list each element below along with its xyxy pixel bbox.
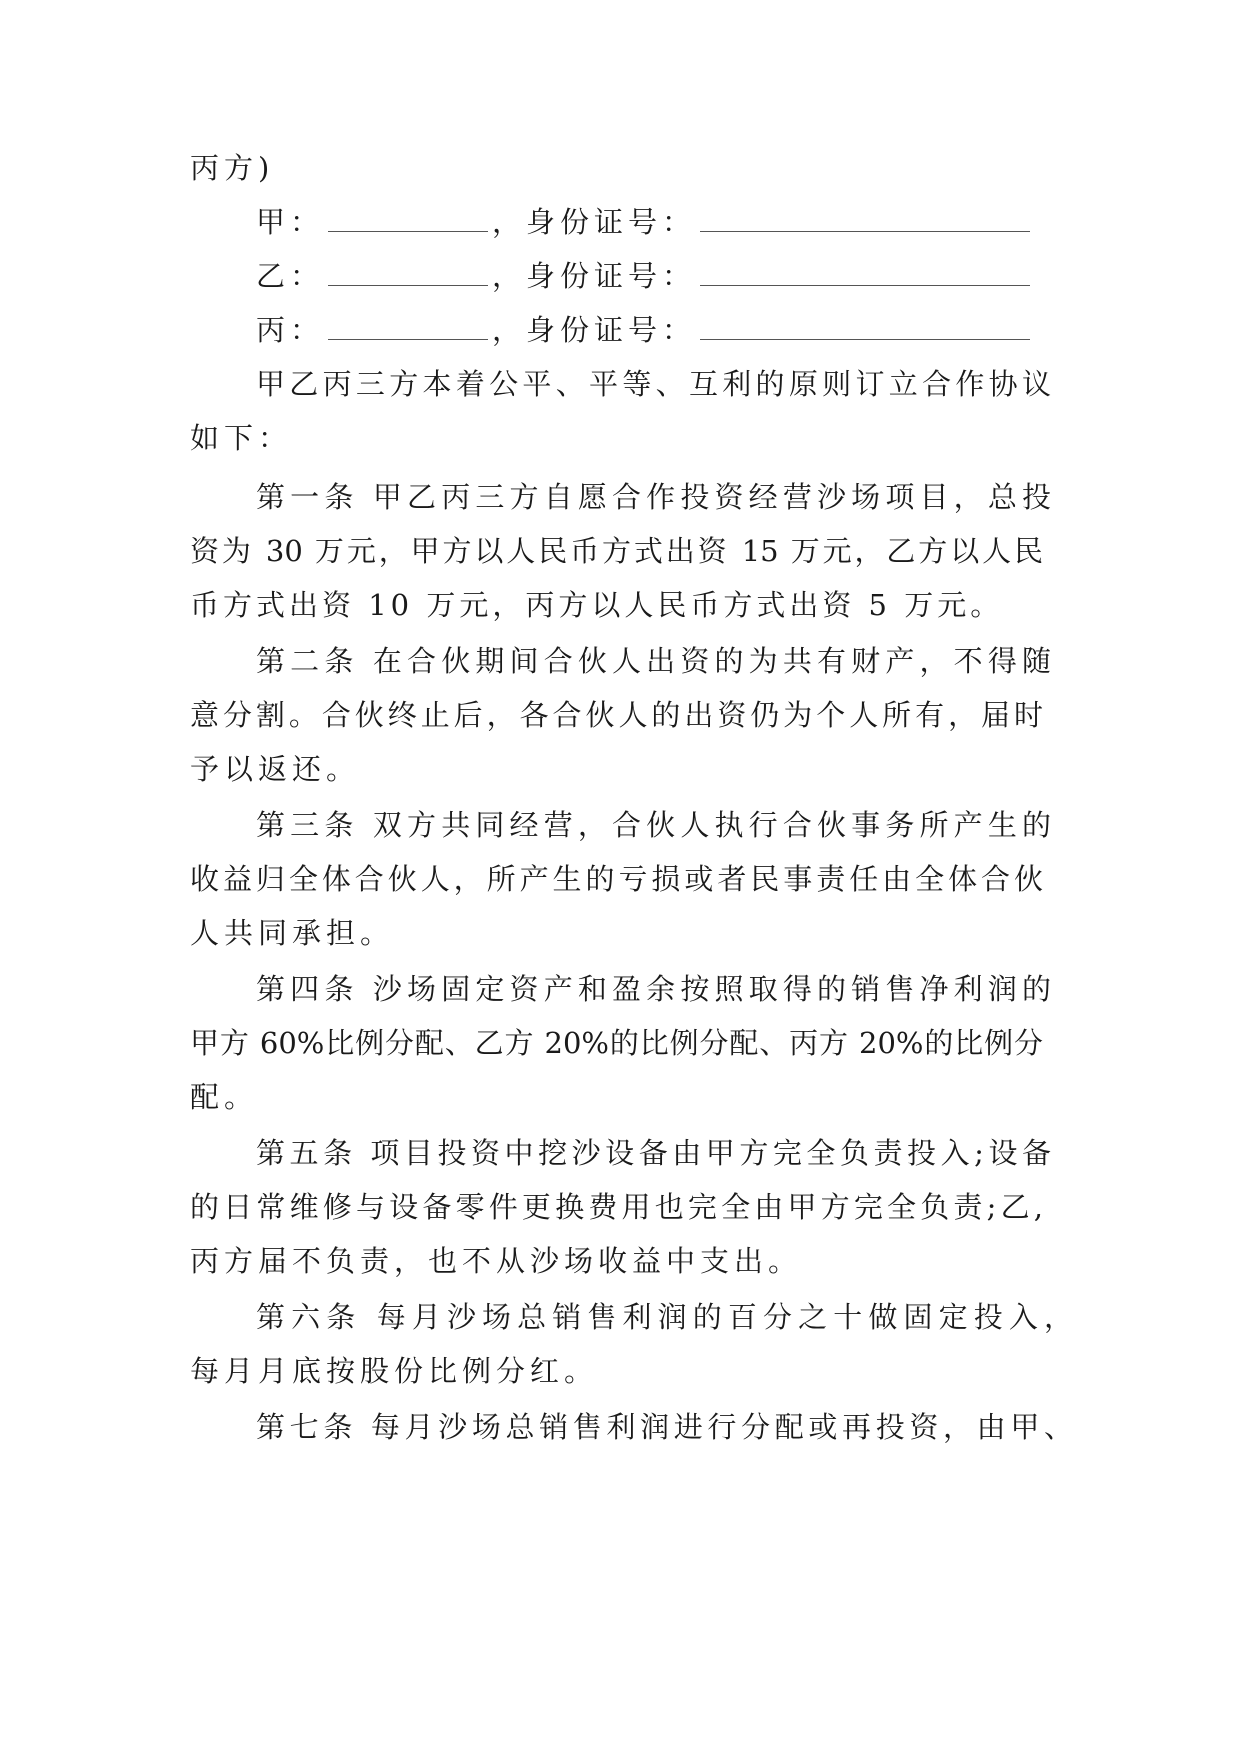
article-2-line-1: 第二条 在合伙期间合伙人出资的为共有财产，不得随: [256, 644, 1051, 678]
party-yi-row: [256, 256, 1034, 296]
article-2-line-2: 意分割。合伙终止后，各合伙人的出资仍为个人所有，届时: [190, 698, 1043, 732]
id-label: ，身份证号：: [492, 313, 697, 347]
id-number-blank: [700, 257, 1030, 286]
article-2-line-3: 予以返还。: [190, 752, 361, 786]
id-label: ，身份证号：: [492, 205, 697, 239]
article-3-line-1: 第三条 双方共同经营，合伙人执行合伙事务所产生的: [256, 808, 1051, 842]
article-6-line-2: 每月月底按股份比例分红。: [190, 1354, 599, 1388]
name-blank: [328, 311, 488, 340]
article-3-line-3: 人共同承担。: [190, 916, 395, 950]
id-label: ，身份证号：: [492, 259, 697, 293]
id-number-blank: [700, 203, 1030, 232]
party-jia-row: [256, 202, 1034, 242]
party-label: 丙：: [256, 313, 325, 347]
preamble-line-1: 甲乙丙三方本着公平、平等、互利的原则订立合作协议: [256, 367, 1051, 401]
article-3-line-2: 收益归全体合伙人，所产生的亏损或者民事责任由全体合伙: [190, 862, 1043, 896]
id-number-blank: [700, 311, 1030, 340]
intro-line: 丙方): [190, 151, 275, 185]
article-1-line-1: 第一条 甲乙丙三方自愿合作投资经营沙场项目，总投: [256, 480, 1051, 514]
article-5-line-3: 丙方届不负责，也不从沙场收益中支出。: [190, 1244, 803, 1278]
article-5-line-1: 第五条 项目投资中挖沙设备由甲方完全负责投入;设备: [256, 1136, 1051, 1170]
article-5-line-2: 的日常维修与设备零件更换费用也完全由甲方完全负责;乙,: [190, 1190, 1043, 1224]
article-4-line-2: 甲方 60%比例分配、乙方 20%的比例分配、丙方 20%的比例分: [190, 1026, 1043, 1060]
name-blank: [328, 257, 488, 286]
party-bing-row: [256, 310, 1034, 350]
article-1-line-2: 资为 30 万元，甲方以人民币方式出资 15 万元，乙方以人民: [190, 534, 1043, 568]
article-4-line-1: 第四条 沙场固定资产和盈余按照取得的销售净利润的: [256, 972, 1051, 1006]
party-label: 乙：: [256, 259, 325, 293]
article-4-line-3: 配。: [190, 1080, 259, 1114]
article-6-line-1: 第六条 每月沙场总销售利润的百分之十做固定投入，: [256, 1300, 1073, 1334]
article-7-line-1: 第七条 每月沙场总销售利润进行分配或再投资，由甲、: [256, 1410, 1073, 1444]
preamble-line-2: 如下：: [190, 421, 293, 455]
article-1-line-3: 币方式出资 10 万元，丙方以人民币方式出资 5 万元。: [190, 588, 1004, 622]
party-label: 甲：: [256, 205, 325, 239]
name-blank: [328, 203, 488, 232]
